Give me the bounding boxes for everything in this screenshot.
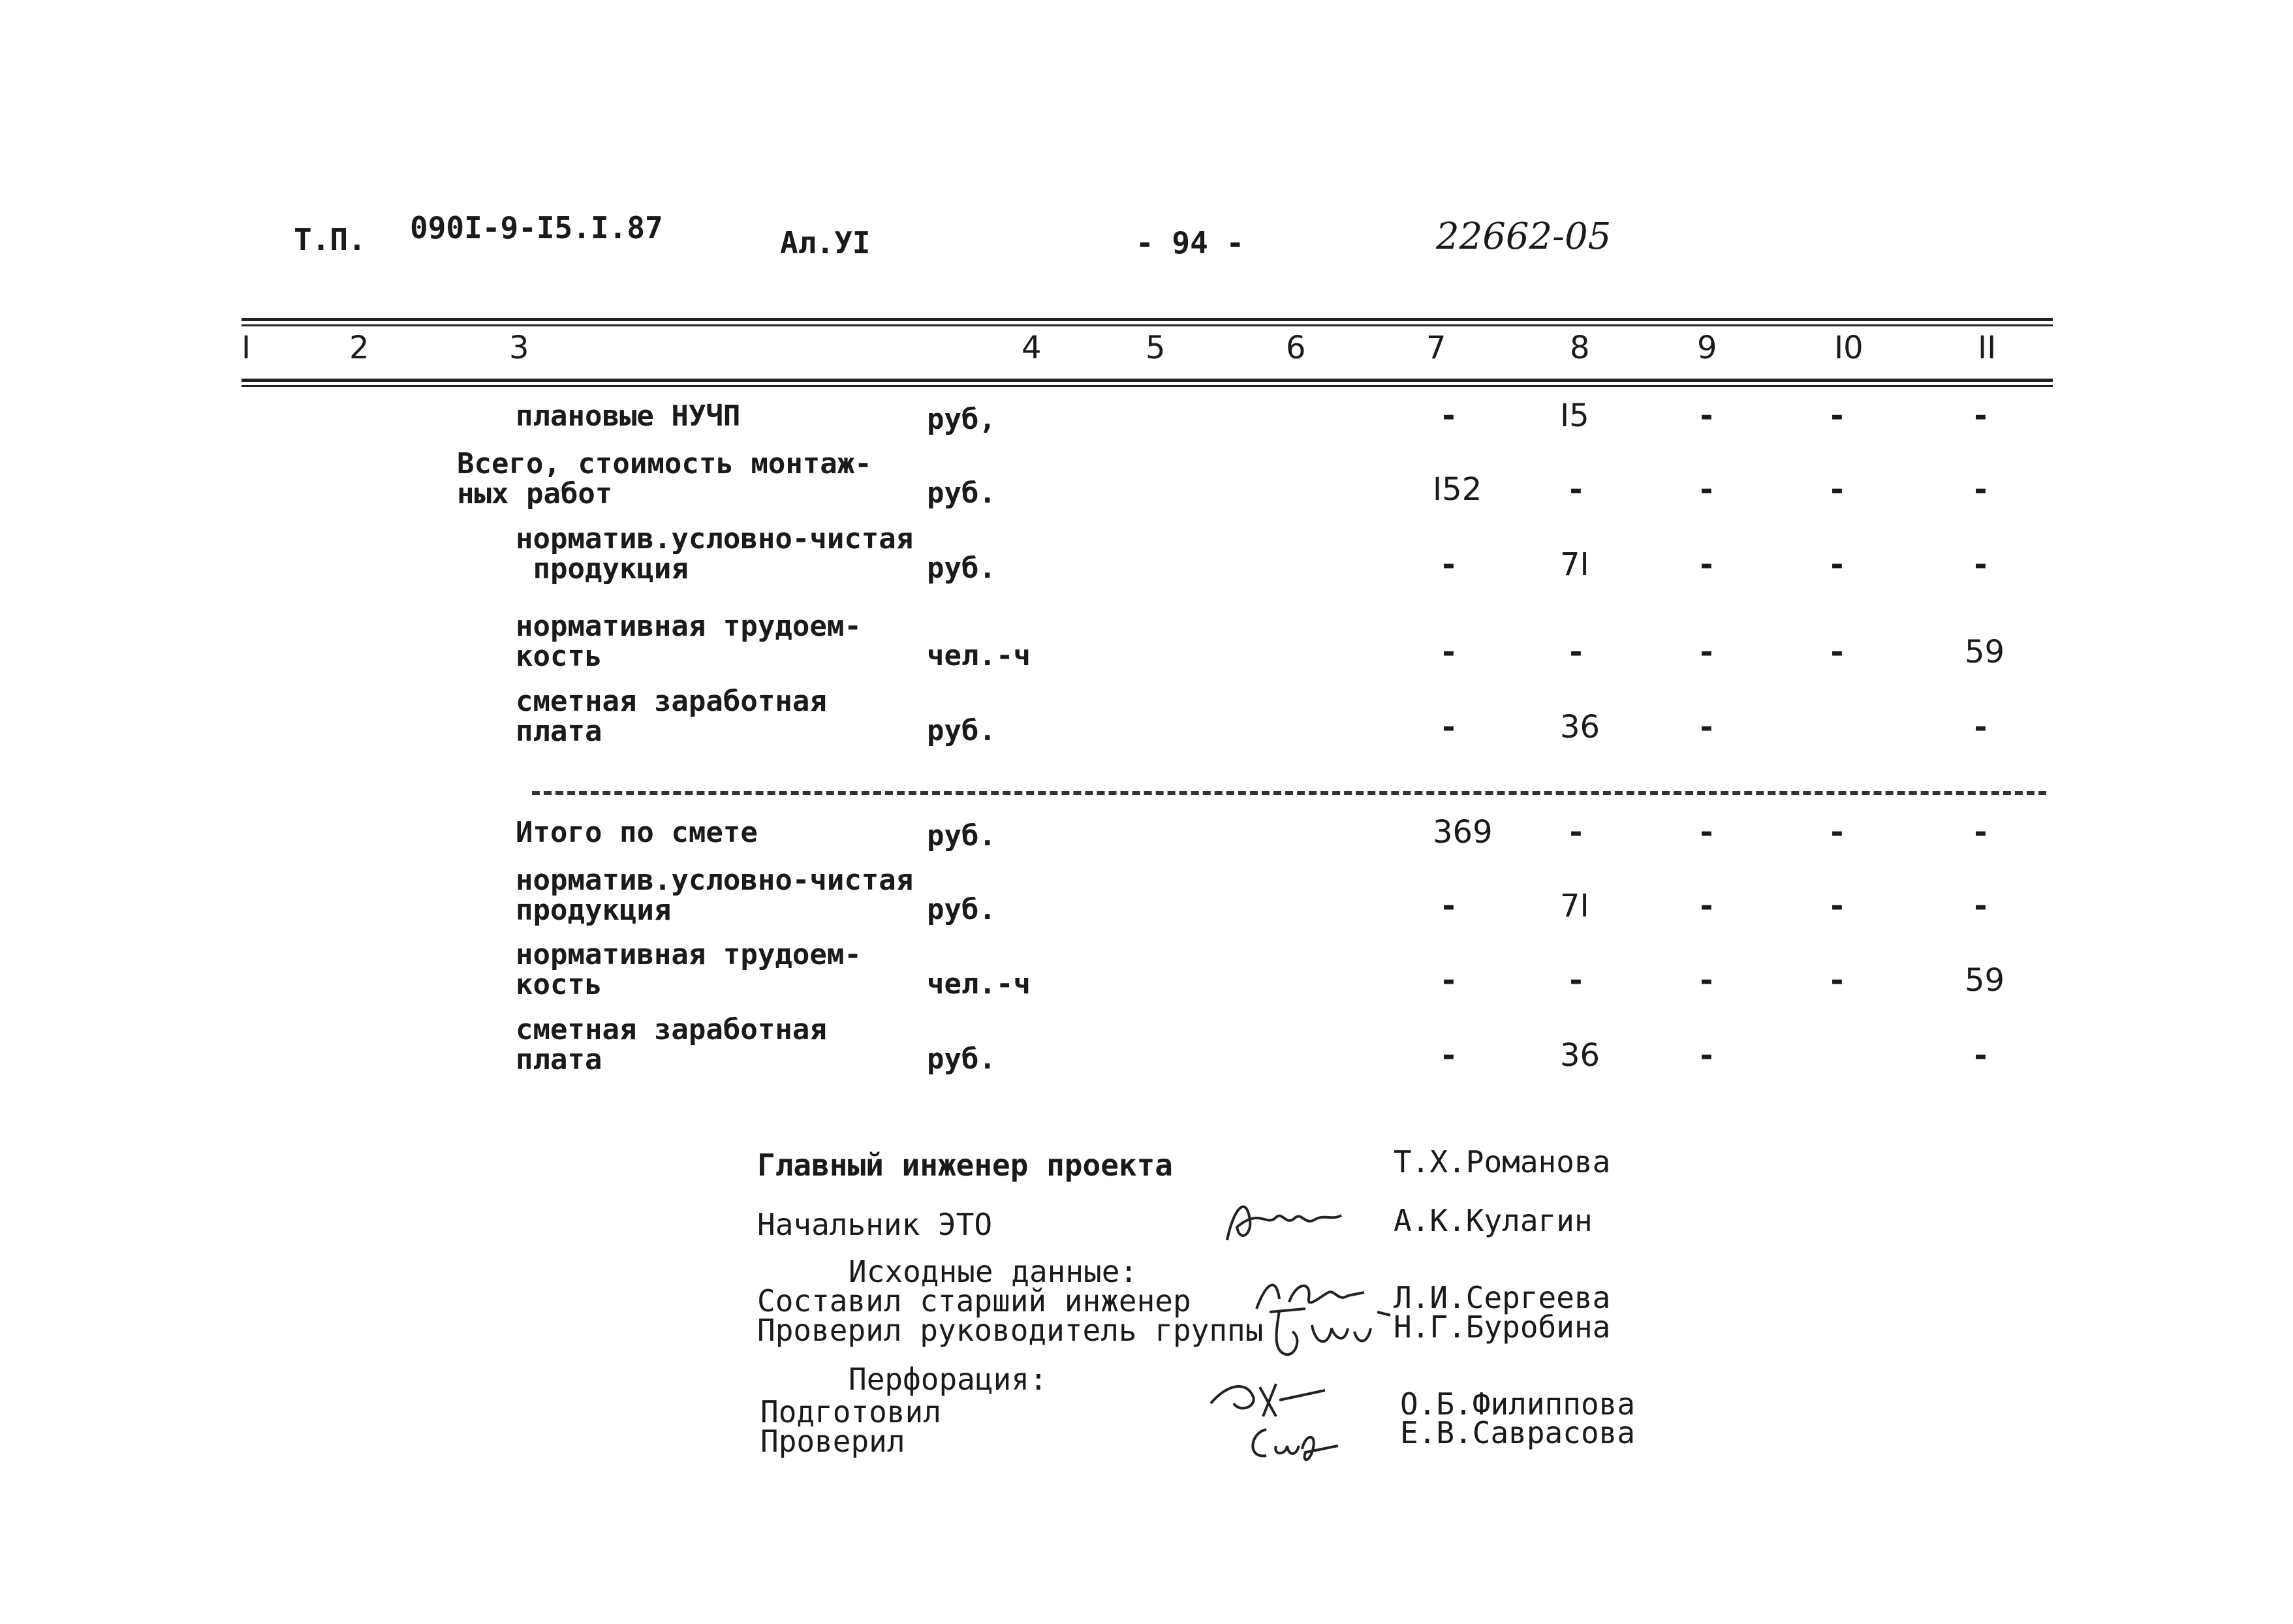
chief-engineer-name: Т.Х.Романова (1394, 1144, 1611, 1179)
row-unit: руб, (927, 403, 996, 436)
inventory-number: 22662-05 (1436, 215, 1612, 258)
cell-col-11: - (1971, 546, 1990, 583)
cell-col-9: - (1697, 546, 1716, 583)
cell-col-7: 369 (1433, 814, 1493, 851)
column-number: 2 (349, 330, 369, 366)
row-unit: чел.-ч (927, 639, 1031, 672)
row-label: плановые НУЧП (516, 399, 741, 433)
cell-col-11: - (1971, 814, 1990, 851)
row-label: нормативная трудоем- кость (516, 610, 862, 673)
table-header-bottom-rule (242, 379, 2053, 382)
column-number: 3 (509, 330, 529, 366)
cell-col-7: - (1439, 709, 1458, 745)
cell-col-11: - (1971, 471, 1990, 508)
row-unit: руб. (927, 476, 996, 510)
cell-col-9: - (1697, 634, 1716, 670)
source-data-heading: Исходные данные: (849, 1254, 1138, 1289)
cell-col-8: - (1567, 471, 1585, 508)
cell-col-8: I5 (1560, 398, 1589, 434)
column-number: 7 (1426, 330, 1446, 366)
column-number: I0 (1834, 330, 1864, 366)
cell-col-11: - (1971, 709, 1990, 745)
signature-kulagin (1221, 1181, 1351, 1253)
verified-name: Е.В.Саврасова (1400, 1415, 1636, 1450)
cell-col-7: - (1439, 888, 1458, 924)
cell-col-9: - (1697, 814, 1716, 851)
compiled-name: Л.И.Сергеева (1394, 1280, 1611, 1315)
compiled-title: Составил старший инженер (757, 1283, 1191, 1319)
cell-col-9: - (1697, 471, 1716, 508)
cell-col-9: - (1697, 1037, 1716, 1074)
column-number: I (242, 330, 251, 366)
cell-col-7: - (1439, 546, 1458, 583)
cell-col-7: - (1439, 398, 1458, 434)
cell-col-9: - (1697, 962, 1716, 999)
cell-col-10: - (1828, 471, 1847, 508)
cell-col-10: - (1828, 888, 1847, 924)
cell-col-10: - (1828, 546, 1847, 583)
signature-burobina (1256, 1299, 1400, 1361)
page-number: - 94 - (1136, 225, 1245, 260)
cell-col-8: 7I (1560, 546, 1589, 583)
cell-col-10: - (1828, 814, 1847, 851)
signature-savrasova (1240, 1416, 1345, 1469)
table-top-rule (242, 318, 2053, 321)
row-label: сметная заработная плата (516, 1013, 827, 1076)
cell-col-11: - (1971, 888, 1990, 924)
cell-col-10: - (1828, 962, 1847, 999)
cell-col-11: - (1971, 1037, 1990, 1074)
prepared-title: Подготовил (760, 1394, 941, 1429)
cell-col-11: - (1971, 398, 1990, 434)
cell-col-8: - (1567, 634, 1585, 670)
cell-col-10: - (1828, 398, 1847, 434)
cell-col-9: - (1697, 398, 1716, 434)
row-label: сметная заработная плата (516, 685, 827, 748)
row-unit: руб. (927, 1042, 996, 1076)
table-header-bottom-rule-2 (242, 385, 2053, 387)
cell-col-7: - (1439, 962, 1458, 999)
checked-name: Н.Г.Буробина (1394, 1309, 1611, 1345)
row-unit: руб. (927, 714, 996, 747)
cell-col-10: - (1828, 634, 1847, 670)
doc-prefix: Т.П. (294, 222, 366, 257)
row-label: нормативная трудоем- кость (516, 938, 862, 1001)
cell-col-8: 36 (1560, 1037, 1600, 1074)
column-number: 4 (1022, 330, 1042, 366)
row-label: норматив.условно-чистая продукция (516, 864, 914, 927)
head-eto-name: А.К.Кулагин (1394, 1203, 1593, 1238)
row-unit: руб. (927, 819, 996, 852)
prepared-name: О.Б.Филиппова (1400, 1386, 1636, 1422)
cell-col-8: - (1567, 962, 1585, 999)
cell-col-11: 59 (1965, 634, 2005, 670)
cell-col-8: 7I (1560, 888, 1589, 924)
row-unit: руб. (927, 552, 996, 585)
cell-col-8: - (1567, 814, 1585, 851)
head-eto-title: Начальник ЭТО (757, 1207, 993, 1242)
album-label: Ал.УI (780, 225, 871, 260)
cell-col-11: 59 (1965, 962, 2005, 999)
cell-col-7: I52 (1433, 471, 1482, 508)
column-number: 9 (1697, 330, 1717, 366)
cell-col-9: - (1697, 709, 1716, 745)
perforation-heading: Перфорация: (849, 1362, 1048, 1397)
chief-engineer-title: Главный инженер проекта (757, 1148, 1173, 1183)
column-number: II (1978, 330, 1997, 366)
cell-col-7: - (1439, 634, 1458, 670)
checked-title: Проверил руководитель группы (757, 1313, 1264, 1348)
row-label: норматив.условно-чистая продукция (516, 522, 914, 586)
row-unit: руб. (927, 893, 996, 926)
row-label: Итого по смете (516, 816, 758, 849)
column-number: 8 (1570, 330, 1590, 366)
row-unit: чел.-ч (927, 967, 1031, 1001)
cell-col-9: - (1697, 888, 1716, 924)
cell-col-7: - (1439, 1037, 1458, 1074)
verified-title: Проверил (760, 1424, 905, 1459)
column-number: 5 (1146, 330, 1166, 366)
row-label: Всего, стоимость монтаж- ных работ (457, 447, 872, 510)
doc-code: 090I-9-I5.I.87 (410, 210, 663, 245)
section-separator (532, 791, 2046, 795)
cell-col-8: 36 (1560, 709, 1600, 745)
column-number: 6 (1286, 330, 1306, 366)
table-top-rule-2 (242, 324, 2053, 326)
